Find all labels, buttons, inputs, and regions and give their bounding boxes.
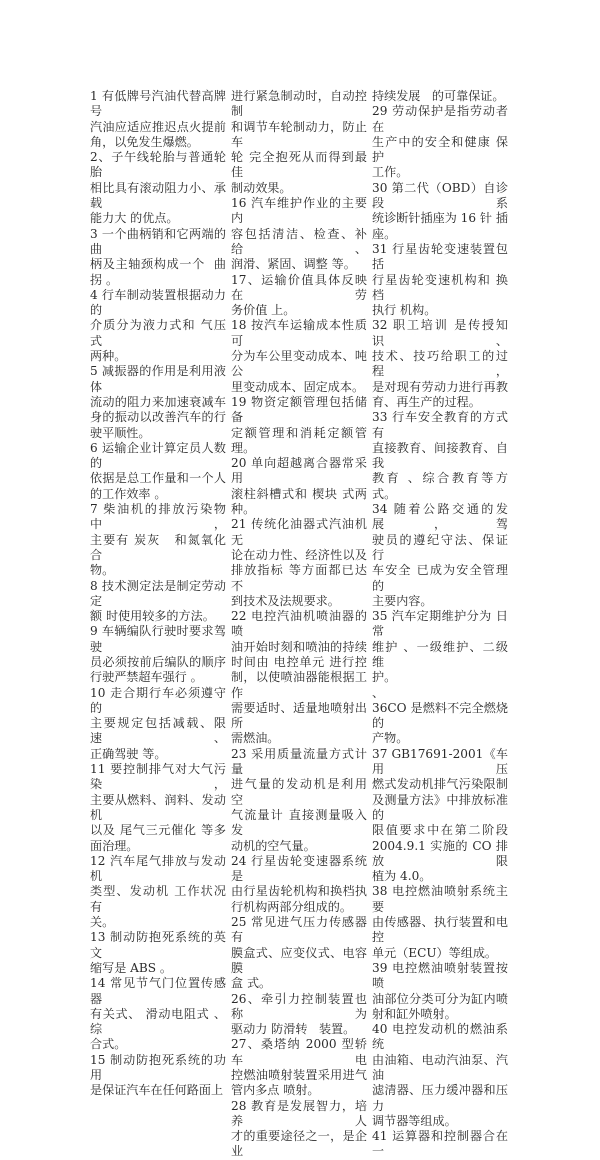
text-line: 是保证汽车在任何路面上 <box>90 1083 224 1098</box>
text-column-2 <box>231 89 371 1160</box>
text-line: 21 传统化油器式汽油机无 <box>231 517 367 547</box>
text-line: 9 车辆编队行驶时要求驾驶 <box>90 624 226 654</box>
text-line: 27、桑塔纳 2000 型轿车电 <box>231 1037 367 1067</box>
paragraph <box>372 242 508 318</box>
text-line: 气流量计 直接测量吸入发 <box>231 807 367 838</box>
paragraph <box>231 456 367 517</box>
text-line: 教育 、综合教育等方式。 <box>372 471 508 501</box>
text-line: 的工作效率 。 <box>90 486 167 501</box>
paragraph <box>90 686 226 762</box>
text-line: 进行紧急制动时，自动控制 <box>231 89 367 119</box>
text-line: 40 电控发动机的燃油系统 <box>372 1022 508 1052</box>
text-line: 6 运输企业计算定员人数的 <box>90 440 226 471</box>
paragraph <box>231 746 371 854</box>
text-line: 、 <box>372 685 385 700</box>
text-line: 8 技术测定法是制定劳动定 <box>90 578 226 608</box>
paragraph <box>231 395 367 456</box>
text-line: 主要内容。 <box>372 593 433 608</box>
paragraph <box>231 318 367 394</box>
text-line: 以及 尾气三元催化 等多 <box>90 823 226 838</box>
text-line: 角，以免发生爆燃。 <box>90 134 199 149</box>
text-line: 29 劳动保护是指劳动者在 <box>372 104 508 134</box>
text-line: 轮 完全抱死从而得到最佳 <box>231 150 367 180</box>
paragraph <box>90 579 226 625</box>
text-line: 行机构两部分组成的。 <box>231 899 352 914</box>
text-line: 41 运算器和控制器合在一 <box>372 1129 508 1159</box>
text-line: 生产中的安全和健康 保护 <box>372 134 508 165</box>
text-line: 15 制动防抱死系统的功用 <box>90 1052 226 1082</box>
text-line: 排放指标 等方面都已达不 <box>231 563 367 593</box>
text-line: 需燃油。 <box>231 731 280 746</box>
paragraph <box>90 1053 226 1099</box>
paragraph <box>231 609 367 747</box>
text-line: 到技术及法规要求。 <box>231 593 340 608</box>
text-line: 流动的阻力来加速衰减车 <box>90 394 226 409</box>
paragraph <box>90 762 226 854</box>
text-line: 17、运输价值具体反映在劳 <box>231 272 367 302</box>
text-line: 滤清器、压力缓冲器和压力 <box>372 1083 508 1113</box>
paragraph <box>372 961 508 1022</box>
text-line: 24 行星齿轮变速器系统是 <box>231 853 367 884</box>
text-line: 及测量方法》中排放标准的 <box>372 792 508 822</box>
text-line: 管内多点 喷射。 <box>231 1083 320 1098</box>
paragraph <box>231 89 367 196</box>
paragraph <box>372 686 508 701</box>
paragraph <box>372 747 508 885</box>
text-line: 工作。 <box>372 165 409 180</box>
text-line: 介质分为液力式和 气压式 <box>90 318 226 348</box>
text-line: 38 电控燃油喷射系统主要 <box>372 884 508 914</box>
text-line: 20 单向超越离合器常采用 <box>231 456 367 486</box>
text-line: 燃式发动机排气污染限制 <box>372 777 508 792</box>
text-line: 护。 <box>372 670 397 685</box>
paragraph <box>372 884 508 960</box>
text-line: 37 GB17691-2001《车用压 <box>372 746 508 777</box>
text-line: 维护 、一级维护、二级维 <box>372 639 508 669</box>
text-line: 主要从燃料、润料、发动机 <box>90 792 226 822</box>
text-line: 12 汽车尾气排放与发动机 <box>90 853 226 884</box>
text-line: 制，以使喷油器能根据工作 <box>231 670 367 700</box>
paragraph <box>372 609 508 685</box>
text-line: 油部位分类可分为缸内喷 <box>372 991 508 1006</box>
text-line: 由行星齿轮机构和换档执 <box>231 884 367 899</box>
text-line: 39 电控燃油喷射装置按喷 <box>372 960 508 991</box>
text-line: 依据是总工作量和一个人 <box>90 471 226 486</box>
text-line: 相比具有滚动阻力小、承载 <box>90 180 226 211</box>
text-line: 种。 <box>231 502 256 517</box>
text-line: 定额管理和消耗定额管理。 <box>231 425 367 455</box>
text-line: 直接教育、间接教育、自我 <box>372 440 508 471</box>
text-line: 11 要控制排气对大气污染， <box>90 762 226 792</box>
text-line: 23 采用质量流量方式计量 <box>231 746 367 777</box>
text-line: 单元（ECU）等组成。 <box>372 945 498 960</box>
text-line: 射和缸外喷射。 <box>372 1006 457 1021</box>
text-line: 务价值 上。 <box>231 303 296 318</box>
paragraph <box>231 196 367 272</box>
text-line: 两种。 <box>90 349 127 364</box>
paragraph <box>372 1129 508 1160</box>
text-line: 产物。 <box>372 731 409 746</box>
text-line: 滚柱斜槽式和 楔块 式两 <box>231 486 367 501</box>
paragraph <box>372 89 508 104</box>
text-line: 能力大 的优点。 <box>90 211 179 226</box>
text-column-1 <box>90 89 230 1099</box>
paragraph <box>372 502 512 609</box>
text-line: 32 职工培训 是传授知识、 <box>372 318 508 348</box>
text-line: 容包括清洁、检查、补给、 <box>231 226 367 256</box>
text-line: 润滑、紧固、调整 等。 <box>231 257 356 272</box>
text-line: 33 行车安全教育的方式有 <box>372 410 508 440</box>
text-line: 分为车公里变动成本、吨公 <box>231 349 367 379</box>
text-line: 育、再生产的过程。 <box>372 394 481 409</box>
paragraph <box>90 364 226 440</box>
text-line: 25 常见进气压力传感器有 <box>231 915 367 945</box>
text-line: 盒 式。 <box>231 976 272 991</box>
text-line: 需要适时、适量地喷射出所 <box>231 700 367 731</box>
text-line: 主要有 炭灰 和氮氧化合 <box>90 532 226 562</box>
text-line: 驶员的遵纪守法、保证 行 <box>372 532 512 562</box>
paragraph <box>90 976 226 1052</box>
text-line: 缩写是 ABS 。 <box>90 960 172 975</box>
text-line: 论在动力性、经济性以及 <box>231 547 367 562</box>
text-line: 正确驾驶 等。 <box>90 746 167 761</box>
text-line: 制动效果。 <box>231 180 292 195</box>
text-line: 31 行星齿轮变速装置包括 <box>372 241 508 272</box>
paragraph <box>90 853 230 930</box>
text-line: 关。 <box>90 915 115 930</box>
text-line: 和调节车轮制动力，防止车 <box>231 119 367 149</box>
text-line: 物。 <box>90 563 115 578</box>
paragraph <box>372 181 508 242</box>
text-line: 30 第二代（OBD）自诊段系 <box>372 180 508 211</box>
paragraph <box>372 318 508 410</box>
paragraph <box>90 930 226 976</box>
paragraph <box>90 624 226 685</box>
text-line: 13 制动防抱死系统的英文 <box>90 930 226 960</box>
paragraph <box>90 288 226 364</box>
text-line: 行星齿轮变速机构和 换档 <box>372 272 508 302</box>
text-line: 才的重要途径之一，是企业 <box>231 1129 367 1159</box>
text-line: 16 汽车维护作业的主要内 <box>231 196 367 226</box>
paragraph <box>372 1022 508 1129</box>
text-line: 额 时使用较多的方法。 <box>90 609 215 624</box>
text-line: 34 随着公路交通的发展，驾 <box>372 502 508 532</box>
text-line: 身的振动以改善汽车的行 <box>90 410 226 425</box>
paragraph <box>231 517 367 609</box>
paragraph <box>231 1037 367 1098</box>
text-line: 4 行车制动装置根据动力的 <box>90 287 226 318</box>
text-line: 车安全 已成为安全管理的 <box>372 563 508 593</box>
text-line: 类型、发动机 工作状况 有 <box>90 884 230 914</box>
text-line: 36CO 是燃料不完全燃烧的 <box>372 700 508 731</box>
text-line: 19 物资定额管理包括储备 <box>231 394 367 425</box>
text-column-3 <box>372 89 512 1160</box>
text-line: 由传感器、执行装置和电控 <box>372 915 508 945</box>
text-line: 10 走合期行车必须遵守的 <box>90 685 226 715</box>
text-line: 5 减振器的作用是利用液体 <box>90 364 226 394</box>
text-line: 22 电控汽油机喷油器的喷 <box>231 609 367 639</box>
paragraph <box>90 227 226 288</box>
text-line: 持续发展 的可靠保证。 <box>372 89 505 103</box>
paragraph <box>90 150 226 226</box>
text-line: 18 按汽车运输成本性质可 <box>231 318 367 348</box>
text-line: 座。 <box>372 226 397 241</box>
text-line: 膜盒式、应变仪式、电容膜 <box>231 945 367 975</box>
paragraph <box>231 273 367 319</box>
text-line: 26、牵引力控制装置也称为 <box>231 991 367 1021</box>
paragraph <box>372 104 508 180</box>
text-line: 拐 。 <box>90 272 119 287</box>
text-line: 驶平顺性。 <box>90 425 151 440</box>
paragraph <box>372 410 508 502</box>
text-line: 时间由 电控单元 进行控 <box>231 654 367 669</box>
text-line: 合式。 <box>90 1037 127 1052</box>
paragraph <box>90 502 226 578</box>
text-line: 3 一个曲柄销和它两端的曲 <box>90 226 226 256</box>
text-line: 调节器等组成。 <box>372 1113 457 1128</box>
text-line: 柄及主轴颈构成一个 曲 <box>90 257 226 272</box>
paragraph <box>90 441 226 502</box>
text-line: 2004.9.1 实施的 CO 排放限 <box>372 838 508 868</box>
text-line: 动机的空气量。 <box>231 838 316 853</box>
text-line: 由油箱、电动汽油泵、汽油 <box>372 1052 508 1082</box>
paragraph <box>231 992 367 1038</box>
text-line: 汽油应适应推迟点火提前 <box>90 119 226 134</box>
text-line: 7 柴油机的排放污染物中， <box>90 502 226 532</box>
text-line: 1 有低牌号汽油代替高牌号 <box>90 89 226 119</box>
text-line: 里变动成本、固定成本。 <box>231 379 365 394</box>
text-line: 面治理。 <box>90 838 139 853</box>
text-line: 进气量的发动机是利用 空 <box>231 777 371 807</box>
text-line: 植为 4.0。 <box>372 869 432 884</box>
text-line: 执行 机构。 <box>372 303 437 318</box>
paragraph <box>231 854 367 915</box>
text-line: 主要规定包括减载、限速、 <box>90 716 226 746</box>
text-line: 油开始时刻和喷油的持续 <box>231 639 367 654</box>
text-line: 35 汽车定期维护分为 日常 <box>372 609 508 639</box>
text-line: 2、子午线轮胎与普通轮胎 <box>90 150 226 180</box>
text-line: 行驶严禁超车强行 。 <box>90 670 203 685</box>
text-line: 驱动力 防滑转 装置。 <box>231 1022 356 1037</box>
paragraph <box>372 701 508 747</box>
text-line: 技术、技巧给职工的过程， <box>372 349 508 379</box>
text-line: 14 常见节气门位置传感器 <box>90 976 226 1006</box>
text-line: 控燃油喷射装置采用进气 <box>231 1068 367 1082</box>
text-line: 限值要求中在第二阶段 <box>372 823 508 838</box>
text-line: 统诊断针插座为 16 针 插 <box>372 211 508 226</box>
text-line: 是对现有劳动力进行再教 <box>372 379 508 394</box>
paragraph <box>231 1099 367 1160</box>
paragraph <box>231 915 367 991</box>
text-line: 有关式、 滑动电阻式 、综 <box>90 1006 226 1037</box>
paragraph <box>90 89 226 150</box>
text-line: 28 教育是发展智力，培养人 <box>231 1098 367 1128</box>
text-line: 员必须按前后编队的顺序 <box>90 654 226 669</box>
